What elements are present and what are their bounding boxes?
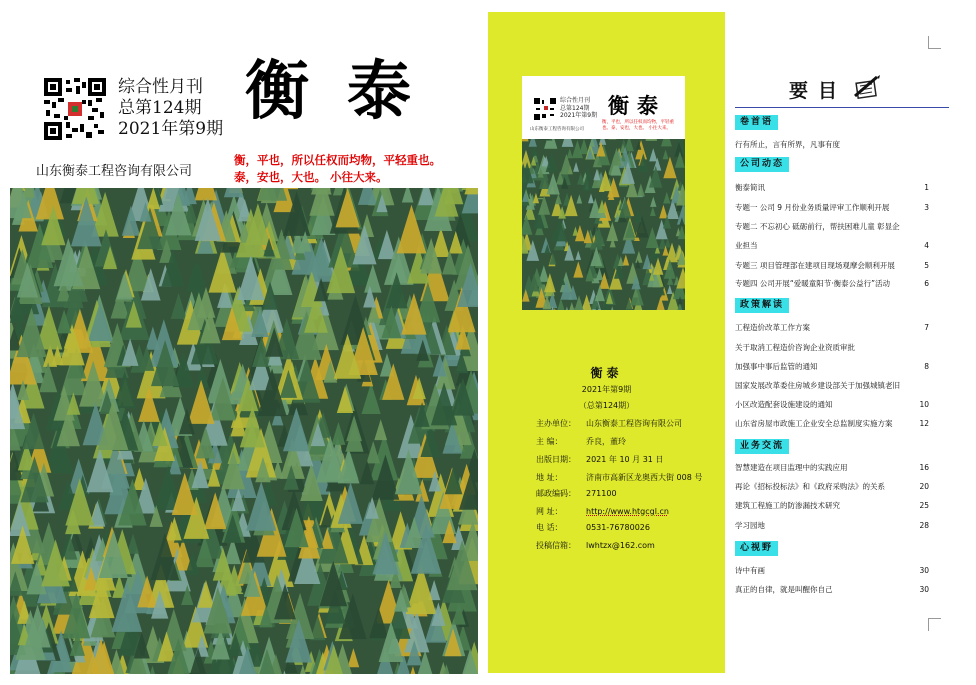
imprint-row-postcode: [536, 488, 617, 500]
toc-entry-title: 专题二 不忘初心 砥砺前行，帮扶困难儿童 彰显企: [735, 222, 900, 231]
toc-entry[interactable]: [735, 520, 929, 532]
tree-shape: [224, 188, 244, 197]
crop-mark: [928, 618, 941, 631]
toc-entry[interactable]: [735, 399, 929, 411]
toc-entry-page: 25: [919, 501, 929, 510]
motto-line-2: 泰，安也，大也。 小往大来。: [234, 170, 388, 184]
mini-brand-title: 衡泰: [608, 93, 666, 118]
toc-entry-page: 5: [924, 261, 929, 270]
imprint-value: 271100: [586, 489, 617, 498]
toc-entry[interactable]: [735, 322, 929, 334]
imprint-row-sponsor: [536, 418, 682, 430]
toc-entry-title: 专题一 公司 9 月份业务质量评审工作顺利开展: [735, 203, 890, 212]
toc-entry-title: 工程造价改革工作方案: [735, 323, 810, 332]
brand-title: 衡泰: [245, 54, 449, 129]
toc-entry-page: 12: [919, 419, 929, 428]
toc-entry[interactable]: [735, 182, 929, 194]
toc-entry-title: 智慧建造在项目监理中的实践应用: [735, 463, 848, 472]
toc-entry[interactable]: [735, 462, 929, 474]
mini-type-line-3: 2021年第9期: [560, 112, 598, 119]
imprint-value: 乔良，董玲: [586, 437, 626, 446]
toc-section-heading: 心视野: [735, 541, 778, 556]
mini-motto: 衡，平也，所以任权而均物，平轻重也。泰，安也，大也。 小往大来。: [602, 120, 674, 131]
toc-entry-title: 国家发展改革委住房城乡建设部关于加强城镇老旧: [735, 381, 900, 390]
forest-photo: [10, 188, 478, 674]
company-name: 山东衡泰工程咨询有限公司: [36, 164, 193, 179]
toc-entry-title: 学习园地: [735, 521, 765, 530]
imprint-row-date: [536, 454, 663, 466]
toc-entry-page: 30: [919, 566, 929, 575]
toc-entry[interactable]: [735, 584, 929, 596]
toc-entry-title: 建筑工程施工的防渗漏技术研究: [735, 501, 840, 510]
crop-mark: [928, 36, 941, 49]
qr-code-icon: [534, 98, 556, 120]
toc-entry[interactable]: [735, 380, 929, 392]
toc-entry-page: 16: [919, 463, 929, 472]
magazine-type: 综合性月刊: [118, 77, 203, 97]
toc-entry-title: 专题四 公司开展“爱暖童阳节·衡泰公益行”活动: [735, 279, 891, 288]
imprint-value: 0531-76780026: [586, 523, 650, 532]
imprint-row-phone: [536, 522, 650, 534]
toc-entry-title: 诗中有画: [735, 566, 765, 575]
mini-forest-photo: [522, 139, 685, 310]
toc-entry-page: 20: [919, 482, 929, 491]
imprint-title: 衡泰: [590, 366, 623, 380]
imprint-issue: 2021年第9期: [581, 385, 632, 394]
toc-section-heading: 业务交流: [735, 439, 789, 454]
imprint-key: 投稿信箱：: [536, 541, 576, 550]
toc-entry-title: 再论《招标投标法》和《政府采购法》的关系: [735, 482, 885, 491]
table-of-contents-page: [725, 0, 976, 685]
toc-entry[interactable]: [735, 565, 929, 577]
toc-entry[interactable]: [735, 278, 929, 290]
toc-section-heading: 公司动态: [735, 157, 789, 172]
tree-shape: [464, 188, 478, 194]
inner-cover-panel: [488, 12, 725, 673]
toc-entry-title: 真正的自律，就是叫醒你自己: [735, 585, 833, 594]
toc-entry[interactable]: [735, 260, 929, 272]
toc-entry-title: 业担当: [735, 241, 758, 250]
toc-divider: [735, 107, 949, 108]
year-issue: 2021年第9期: [118, 119, 224, 139]
toc-entry-title: 山东省房屋市政施工企业安全总监制度实施方案: [735, 419, 893, 428]
mini-magazine-info: [560, 97, 597, 120]
mini-cover: [522, 76, 685, 310]
imprint-value[interactable]: lwhtzx@162.com: [586, 541, 655, 550]
imprint-value: 山东衡泰工程咨询有限公司: [586, 419, 682, 428]
toc-entry-page: 3: [924, 203, 929, 212]
toc-entry-title: 专题三 项目管理部在建项目现场观摩会顺利开展: [735, 261, 895, 270]
toc-entry-title: 行有所止，言有所界，凡事有度: [735, 140, 840, 149]
toc-entry[interactable]: [735, 481, 929, 493]
tree-shape: [258, 188, 288, 201]
motto: [234, 152, 474, 186]
toc-entry[interactable]: [735, 418, 929, 430]
toc-entry-page: 4: [924, 241, 929, 250]
imprint-value[interactable]: http://www.htgcgl.cn: [586, 507, 669, 516]
total-issue: 总第124期: [118, 98, 202, 118]
mini-type-line-1: 综合性月刊: [560, 97, 591, 104]
toc-entry[interactable]: [735, 202, 929, 214]
pen-notebook-icon: [851, 74, 881, 100]
qr-code-icon: [44, 78, 106, 140]
toc-entry-page: 7: [924, 323, 929, 332]
imprint-value: 2021 年 10 月 31 日: [586, 455, 664, 464]
toc-entry-page: 30: [919, 585, 929, 594]
toc-entry-title: 关于取消工程造价咨询企业资质审批: [735, 343, 855, 352]
imprint-row-website: [536, 506, 669, 518]
tree-shape: [645, 139, 657, 141]
toc-entry[interactable]: [735, 139, 929, 151]
imprint-row-email: [536, 540, 655, 552]
imprint-key: 出版日期：: [536, 455, 576, 464]
toc-entry[interactable]: [735, 342, 929, 354]
toc-section-heading: 卷首语: [735, 115, 778, 130]
toc-entry-page: 28: [919, 521, 929, 530]
imprint-key: 电 话：: [536, 523, 563, 532]
imprint-key: 主 编：: [536, 437, 563, 446]
toc-entry[interactable]: [735, 221, 929, 233]
toc-section-heading: 政策解读: [735, 298, 789, 313]
toc-entry-title: 衡泰简讯: [735, 183, 765, 192]
toc-entry-page: 1: [924, 183, 929, 192]
toc-title: 要目: [789, 80, 848, 102]
toc-entry[interactable]: [735, 361, 929, 373]
mini-company-name: 山东衡泰工程咨询有限公司: [530, 127, 584, 132]
motto-line-1: 衡，平也，所以任权而均物，平轻重也。: [234, 153, 441, 167]
imprint-row-editor: [536, 436, 626, 448]
imprint-key: 主办单位：: [536, 419, 576, 428]
imprint-key: 邮政编码：: [536, 489, 576, 498]
mini-type-line-2: 总第124期: [560, 104, 590, 112]
imprint-value: 济南市高新区龙奥西大街 008 号: [586, 473, 703, 482]
magazine-info: [118, 77, 223, 140]
imprint-row-address: [536, 472, 702, 484]
tree-shape: [608, 139, 616, 140]
toc-entry[interactable]: [735, 500, 929, 512]
tree-shape: [522, 139, 529, 141]
toc-entry-title: 小区改造配套设施建设的通知: [735, 400, 833, 409]
imprint-total: （总第124期）: [578, 401, 635, 410]
imprint-key: 网 址：: [536, 507, 563, 516]
imprint-key: 地 址：: [536, 473, 563, 482]
tree-shape: [284, 188, 299, 189]
tree-shape: [195, 188, 218, 200]
toc-entry-page: 6: [924, 279, 929, 288]
tree-shape: [538, 139, 550, 140]
toc-entry[interactable]: [735, 240, 929, 252]
toc-entry-title: 加强事中事后监管的通知: [735, 362, 818, 371]
toc-entry-page: 10: [919, 400, 929, 409]
toc-entry-page: 8: [924, 362, 929, 371]
